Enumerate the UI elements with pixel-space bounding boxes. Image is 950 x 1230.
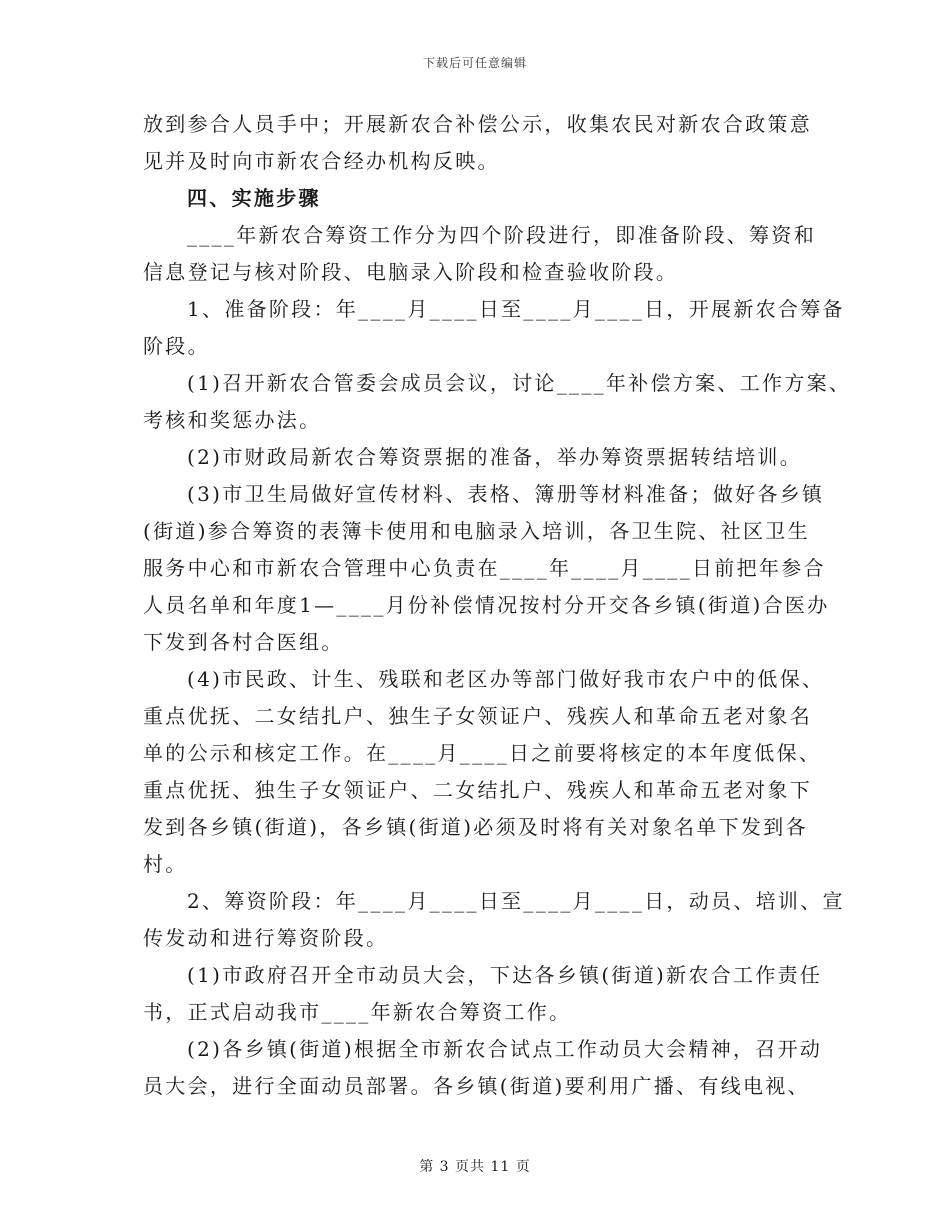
text-line: 阶段。: [143, 334, 210, 358]
page-footer: 第 3 页共 11 页: [419, 1159, 531, 1175]
text-line: 重点优抚、独生子女领证户、二女结扎户、残疾人和革命五老对象下: [143, 778, 812, 802]
text-line: 村。: [143, 852, 188, 876]
text-line: (4)市民政、计生、残联和老区办等部门做好我市农户中的低保、: [187, 667, 825, 691]
document-body: [143, 106, 852, 1105]
text-line: (2)市财政局新农合筹资票据的准备，举办筹资票据转结培训。: [187, 445, 803, 469]
text-line: (1)市政府召开全市动员大会，下达各乡镇(街道)新农合工作责任: [187, 963, 823, 987]
page-header: 下载后可任意编辑: [422, 56, 527, 70]
section-heading: 四、实施步骤: [187, 186, 321, 210]
text-line: 员大会，进行全面动员部署。各乡镇(街道)要利用广播、有线电视、: [143, 1074, 810, 1098]
text-line: (3)市卫生局做好宣传材料、表格、簿册等材料准备；做好各乡镇: [187, 482, 825, 506]
text-line: 传发动和进行筹资阶段。: [143, 926, 389, 950]
text-line: 放到参合人员手中；开展新农合补偿公示，收集农民对新农合政策意: [143, 112, 812, 136]
text-line: 重点优抚、二女结扎户、独生子女领证户、残疾人和革命五老对象名: [143, 704, 812, 728]
text-line: 2、筹资阶段：年____月____日至____月____日，动员、培训、宣: [187, 889, 845, 913]
text-line: 见并及时向市新农合经办机构反映。: [143, 149, 500, 173]
text-line: 书，正式启动我市____年新农合筹资工作。: [143, 1000, 572, 1024]
text-line: 服务中心和市新农合管理中心负责在____年____月____日前把年参合: [143, 556, 826, 580]
text-line: 人员名单和年度1—____月份补偿情况按村分开交各乡镇(街道)合医办: [143, 593, 830, 617]
text-line: (1)召开新农合管委会成员会议，讨论____年补偿方案、工作方案、: [187, 371, 852, 395]
text-line: 下发到各村合医组。: [143, 630, 344, 654]
text-line: (街道)参合筹资的表簿卡使用和电脑录入培训，各卫生院、社区卫生: [143, 519, 810, 543]
text-line: 发到各乡镇(街道)，各乡镇(街道)必须及时将有关对象名单下发到各: [143, 815, 808, 839]
text-line: 考核和奖惩办法。: [143, 408, 322, 432]
text-line: 1、准备阶段：年____月____日至____月____日，开展新农合筹备: [187, 297, 845, 321]
text-line: ____年新农合筹资工作分为四个阶段进行，即准备阶段、筹资和: [187, 223, 816, 247]
text-line: 单的公示和核定工作。在____月____日之前要将核定的本年度低保、: [143, 741, 822, 765]
text-line: 信息登记与核对阶段、电脑录入阶段和检查验收阶段。: [143, 260, 679, 284]
text-line: (2)各乡镇(街道)根据全市新农合试点工作动员大会精神，召开动: [187, 1037, 823, 1061]
